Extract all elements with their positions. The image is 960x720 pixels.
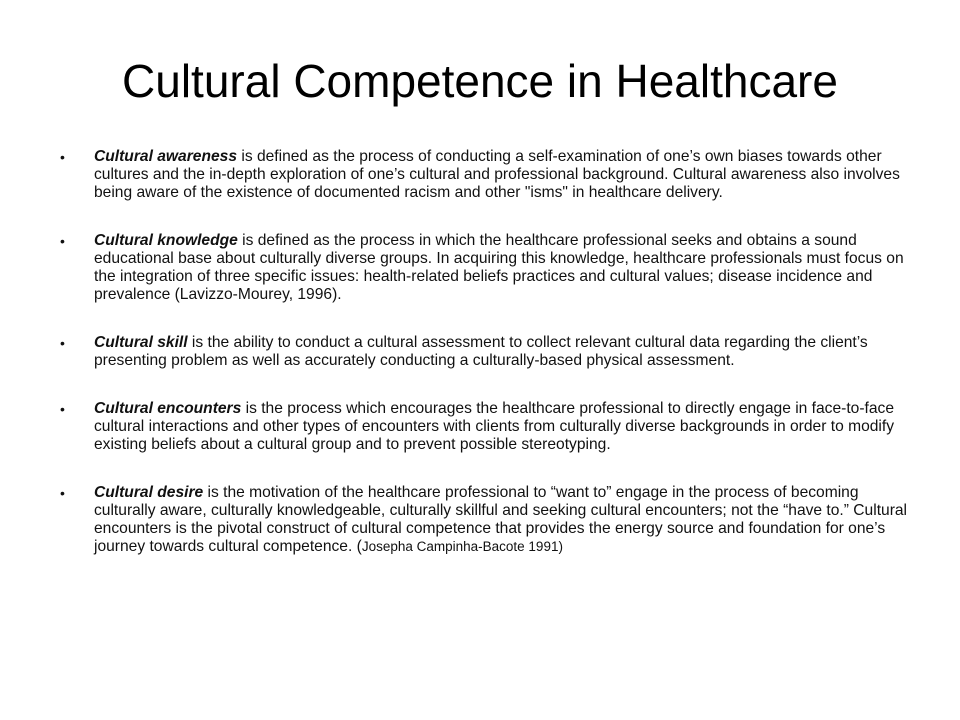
bullet-cultural-skill: [60, 334, 920, 370]
bullet-citation: Josepha Campinha-Bacote 1991): [361, 539, 563, 554]
bullet-text: is defined as the process of conducting a self-examination of one’s own biases towards other cultures and the in-depth exploration of one’s cultural and professional background. Cultural awareness also involves being aware of the existence of documented racism and other "isms" in healthcare delivery.: [94, 148, 900, 201]
bullet-cultural-knowledge: [60, 232, 920, 304]
bullet-cultural-desire: [60, 484, 920, 556]
bullet-list: [60, 148, 920, 586]
bullet-term: Cultural skill: [94, 334, 188, 351]
bullet-text: is the ability to conduct a cultural assessment to collect relevant cultural data regarding the client’s presenting problem as well as accurately conducting a culturally-based physical assessment.: [94, 334, 868, 369]
bullet-text: is defined as the process in which the healthcare professional seeks and obtains a sound educational base about culturally diverse groups. In acquiring this knowledge, healthcare professionals must focus on the integration of three specific issues: health-related beliefs practices and cultural values; disease incidence and prevalence (Lavizzo-Mourey, 1996).: [94, 232, 904, 303]
bullet-cultural-awareness: [60, 148, 920, 202]
bullet-text: is the process which encourages the healthcare professional to directly engage in face-to-face cultural interactions and other types of encounters with clients from culturally diverse backgrounds in order to modify existing beliefs about a cultural group and to prevent possible stereotyping.: [94, 400, 895, 453]
bullet-term: Cultural desire: [94, 484, 204, 501]
bullet-icon: •: [60, 335, 65, 351]
bullet-cultural-encounters: [60, 400, 920, 454]
bullet-term: Cultural awareness: [94, 148, 238, 165]
bullet-term: Cultural encounters: [94, 400, 242, 417]
bullet-icon: •: [60, 485, 65, 501]
bullet-text: is the motivation of the healthcare professional to “want to” engage in the process of becoming culturally aware, culturally knowledgeable, culturally skillful and seeking cultural encounters; not the “have to.” Cultural encounters is the pivotal construct of cultural competence that provides the energy source and foundation for one’s journey towards cultural competence. (: [94, 484, 908, 555]
bullet-term: Cultural knowledge: [94, 232, 238, 249]
slide-title: Cultural Competence in Healthcare: [122, 55, 838, 107]
bullet-icon: •: [60, 401, 65, 417]
bullet-icon: •: [60, 149, 65, 165]
bullet-icon: •: [60, 233, 65, 249]
